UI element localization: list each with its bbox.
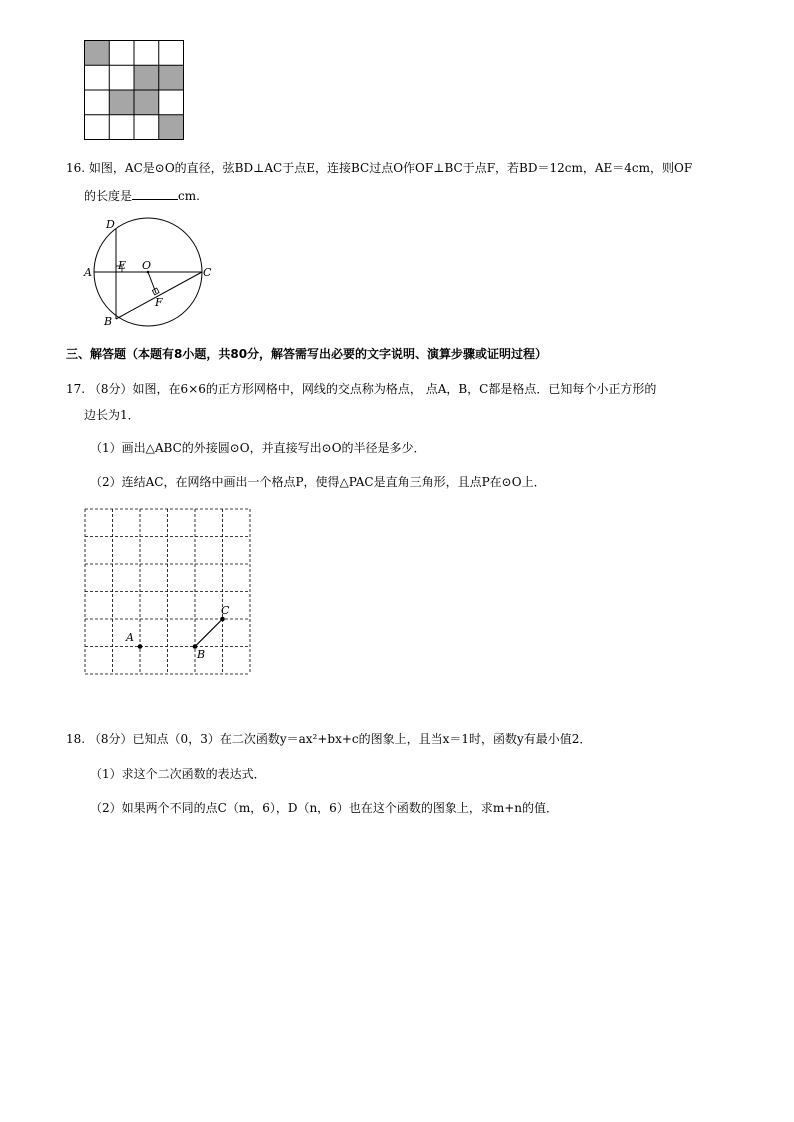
q17-text-line2: 边长为1．: [84, 408, 140, 422]
q16-text-part2b: cm.: [178, 189, 200, 203]
circle-figure: [80, 215, 220, 330]
label-a: A: [126, 631, 134, 644]
q17-number: 17.: [66, 382, 86, 396]
shaded-cell: [85, 41, 110, 66]
shaded-cell: [159, 65, 184, 90]
label-o: O: [142, 259, 152, 272]
q16-text-part1: 如图，AC是⊙O的直径，弦BD⊥AC于点E，连接BC过点O作OF⊥BC于点F，若BD＝12cm，AE＝4cm，则OF: [88, 161, 693, 175]
q17-line1: [66, 381, 656, 397]
q18-text-line1: （8分）已知点（0，3）在二次函数y＝ax²+bx+c的图象上，且当x＝1时，函数y有最小值2．: [88, 732, 592, 746]
q17-text-line1: （8分）如图，在6×6的正方形网格中，网线的交点称为格点， 点A，B，C都是格点．已知每个小正方形的: [88, 382, 657, 396]
q17-sub1: （1）画出△ABC的外接圆⊙O，并直接写出⊙O的半径是多少．: [90, 441, 426, 455]
q16-line1: [66, 160, 692, 176]
q18-line1: [66, 731, 591, 747]
shaded-cell: [134, 90, 159, 115]
label-a: A: [84, 266, 92, 279]
label-c: C: [203, 266, 212, 279]
q18-sub1: （1）求这个二次函数的表达式．: [90, 767, 266, 781]
shaded-cell: [134, 65, 159, 90]
q16-text-part2a: 的长度是: [84, 189, 133, 203]
label-b: B: [104, 315, 113, 328]
q18-sub2: （2）如果两个不同的点C（m，6），D（n，6）也在这个函数的图象上，求m+n的值．: [90, 801, 558, 815]
label-f: F: [155, 296, 163, 309]
dashed-grid-lines: [85, 509, 250, 674]
q17-sub2: （2）连结AC，在网络中画出一个格点P，使得△PAC是直角三角形，且点P在⊙O上．: [90, 475, 546, 489]
segment-bc: [195, 619, 223, 647]
label-c: C: [221, 604, 230, 617]
label-b: B: [197, 648, 206, 661]
point-a: [138, 644, 143, 649]
label-d: D: [106, 218, 115, 231]
shaded-grid-figure: [84, 40, 185, 140]
q16-line2: [84, 187, 200, 204]
label-e: E: [118, 259, 127, 272]
shaded-cell: [109, 90, 134, 115]
q16-number: 16.: [66, 161, 86, 175]
section-heading: 三、解答题（本题有8小题，共80分，解答需写出必要的文字说明、演算步骤或证明过程）: [66, 347, 548, 361]
shaded-cell: [159, 115, 184, 140]
q18-number: 18.: [66, 732, 86, 746]
point-c: [220, 617, 225, 622]
dashed-grid-figure: [80, 505, 255, 680]
segment-of: [148, 272, 156, 293]
answer-blank[interactable]: [132, 187, 178, 200]
